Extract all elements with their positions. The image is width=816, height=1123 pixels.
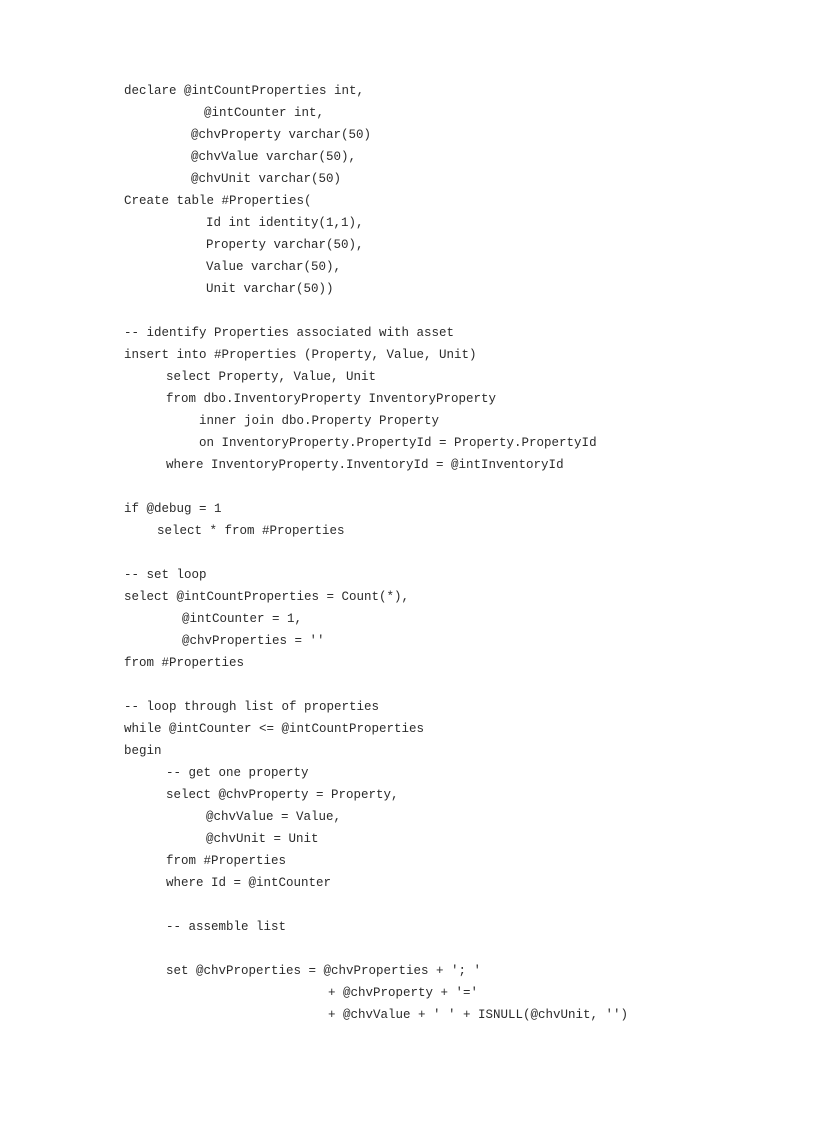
code-line: declare @intCountProperties int,: [124, 84, 365, 98]
code-line: where Id = @intCounter: [166, 876, 332, 890]
code-line: + @chvValue + ' ' + ISNULL(@chvUnit, ''): [328, 1008, 629, 1022]
code-line: select @intCountProperties = Count(*),: [124, 590, 410, 604]
code-line: Id int identity(1,1),: [206, 216, 364, 230]
code-line: inner join dbo.Property Property: [199, 414, 440, 428]
code-line: select Property, Value, Unit: [166, 370, 377, 384]
code-line: @chvUnit varchar(50): [191, 172, 342, 186]
code-line: @chvProperty varchar(50): [191, 128, 372, 142]
code-blank-line: [124, 674, 804, 696]
code-line: on InventoryProperty.PropertyId = Property.PropertyId: [199, 436, 597, 450]
code-line: @chvValue varchar(50),: [191, 150, 357, 164]
code-block: [124, 80, 804, 1026]
code-line: -- assemble list: [166, 920, 287, 934]
code-line: -- set loop: [124, 568, 207, 582]
code-line: @chvProperties = '': [182, 634, 325, 648]
code-line: -- identify Properties associated with asset: [124, 326, 455, 340]
code-blank-line: [124, 542, 804, 564]
code-line: @intCounter = 1,: [182, 612, 303, 626]
code-line: Value varchar(50),: [206, 260, 342, 274]
code-line: from dbo.InventoryProperty InventoryProperty: [166, 392, 497, 406]
code-line: while @intCounter <= @intCountProperties: [124, 722, 425, 736]
code-line: select * from #Properties: [157, 524, 345, 538]
code-line: set @chvProperties = @chvProperties + '; ': [166, 964, 482, 978]
code-line: insert into #Properties (Property, Value, Unit): [124, 348, 477, 362]
code-blank-line: [124, 476, 804, 498]
code-line: @chvValue = Value,: [206, 810, 342, 824]
code-blank-line: [124, 300, 804, 322]
code-line: from #Properties: [124, 656, 245, 670]
code-line: -- get one property: [166, 766, 309, 780]
code-line: where InventoryProperty.InventoryId = @intInventoryId: [166, 458, 564, 472]
code-blank-line: [124, 894, 804, 916]
code-line: select @chvProperty = Property,: [166, 788, 399, 802]
code-line: Create table #Properties(: [124, 194, 312, 208]
code-line: -- loop through list of properties: [124, 700, 380, 714]
code-line: Unit varchar(50)): [206, 282, 334, 296]
code-line: from #Properties: [166, 854, 287, 868]
code-line: @intCounter int,: [204, 106, 325, 120]
code-line: begin: [124, 744, 162, 758]
code-line: + @chvProperty + '=': [328, 986, 479, 1000]
code-line: if @debug = 1: [124, 502, 222, 516]
code-blank-line: [124, 938, 804, 960]
code-line: Property varchar(50),: [206, 238, 364, 252]
code-line: @chvUnit = Unit: [206, 832, 319, 846]
